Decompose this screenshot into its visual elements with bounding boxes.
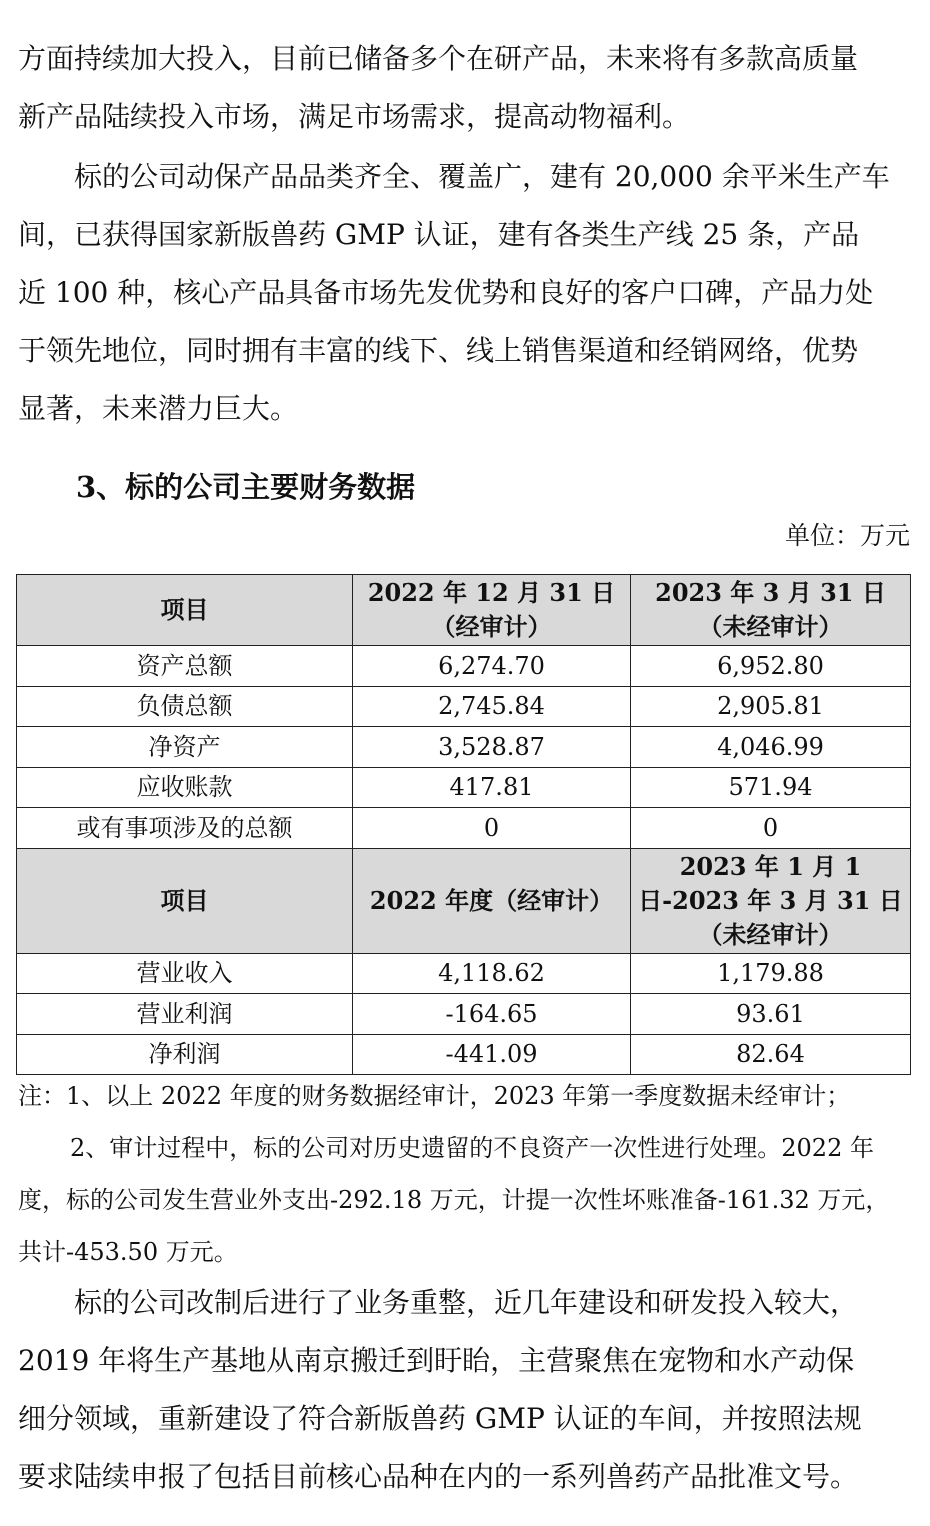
paragraph-line: 显著，未来潜力巨大。 xyxy=(18,392,299,425)
paragraph-line: 标的公司改制后进行了业务重整，近几年建设和研发投入较大， xyxy=(74,1286,859,1319)
table-cell: 应收账款 xyxy=(17,767,353,808)
table-cell: 571.94 xyxy=(631,767,911,808)
paragraph-line: 细分领域，重新建设了符合新版兽药 GMP 认证的车间，并按照法规 xyxy=(18,1402,862,1435)
table-header-cell: 2022 年度（经审计） xyxy=(353,848,631,953)
table-cell: 净资产 xyxy=(17,727,353,768)
table-row xyxy=(17,953,911,994)
table-cell: 417.81 xyxy=(353,767,631,808)
table-row xyxy=(17,1034,911,1075)
table-cell: 净利润 xyxy=(17,1034,353,1075)
paragraph-line: 于领先地位，同时拥有丰富的线下、线上销售渠道和经销网络，优势 xyxy=(18,334,859,367)
paragraph-intro-continuation xyxy=(18,30,910,146)
table-row xyxy=(17,727,911,768)
paragraph-line: 新产品陆续投入市场，满足市场需求，提高动物福利。 xyxy=(18,100,691,133)
table-cell: 2,745.84 xyxy=(353,686,631,727)
note-line: 度，标的公司发生营业外支出-292.18 万元，计提一次性坏账准备-161.32 万元， xyxy=(18,1186,890,1214)
table-cell: 资产总额 xyxy=(17,646,353,687)
table-cell: 6,952.80 xyxy=(631,646,911,687)
table-cell: 3,528.87 xyxy=(353,727,631,768)
section-heading: 3、标的公司主要财务数据 xyxy=(76,470,416,504)
table-cell: 1,179.88 xyxy=(631,953,911,994)
table-row xyxy=(17,808,911,849)
table-cell: -164.65 xyxy=(353,994,631,1035)
paragraph-product-overview xyxy=(18,148,910,438)
financial-data-table xyxy=(16,574,911,1075)
table-cell: 营业收入 xyxy=(17,953,353,994)
table-cell: 2,905.81 xyxy=(631,686,911,727)
table-cell: 营业利润 xyxy=(17,994,353,1035)
table-cell: 82.64 xyxy=(631,1034,911,1075)
table-cell: 93.61 xyxy=(631,994,911,1035)
paragraph-line: 要求陆续申报了包括目前核心品种在内的一系列兽药产品批准文号。 xyxy=(18,1460,859,1493)
paragraph-line: 2019 年将生产基地从南京搬迁到盱眙，主营聚焦在宠物和水产动保 xyxy=(18,1344,855,1377)
table-row xyxy=(17,646,911,687)
note-line: 共计-453.50 万元。 xyxy=(18,1238,238,1266)
table-row xyxy=(17,686,911,727)
table-notes xyxy=(18,1070,910,1278)
table-cell: 负债总额 xyxy=(17,686,353,727)
table-cell: 或有事项涉及的总额 xyxy=(17,808,353,849)
table-row xyxy=(17,994,911,1035)
table-header-cell: 2023 年 1 月 1 日-2023 年 3 月 31 日（未经审计） xyxy=(631,848,911,953)
table-header-row xyxy=(17,848,911,953)
table-header-cell: 项目 xyxy=(17,575,353,646)
table-cell: -441.09 xyxy=(353,1034,631,1075)
table-cell: 6,274.70 xyxy=(353,646,631,687)
table-cell: 4,118.62 xyxy=(353,953,631,994)
table-cell: 0 xyxy=(631,808,911,849)
table-header-cell: 2022 年 12 月 31 日（经审计） xyxy=(353,575,631,646)
table-header-cell: 2023 年 3 月 31 日（未经审计） xyxy=(631,575,911,646)
paragraph-line: 间，已获得国家新版兽药 GMP 认证，建有各类生产线 25 条，产品 xyxy=(18,218,860,251)
paragraph-line: 方面持续加大投入，目前已储备多个在研产品，未来将有多款高质量 xyxy=(18,42,859,75)
table-cell: 4,046.99 xyxy=(631,727,911,768)
table-cell: 0 xyxy=(353,808,631,849)
unit-label: 单位：万元 xyxy=(784,521,910,550)
note-line: 注：1、以上 2022 年度的财务数据经审计，2023 年第一季度数据未经审计； xyxy=(18,1082,851,1110)
paragraph-line: 近 100 种，核心产品具备市场先发优势和良好的客户口碑，产品力处 xyxy=(18,276,874,309)
note-line: 2、审计过程中，标的公司对历史遗留的不良资产一次性进行处理。2022 年 xyxy=(70,1134,874,1162)
table-header-row xyxy=(17,575,911,646)
paragraph-restructuring xyxy=(18,1274,910,1506)
table-row xyxy=(17,767,911,808)
table-header-cell: 项目 xyxy=(17,848,353,953)
paragraph-line: 标的公司动保产品品类齐全、覆盖广，建有 20,000 余平米生产车 xyxy=(74,160,890,193)
